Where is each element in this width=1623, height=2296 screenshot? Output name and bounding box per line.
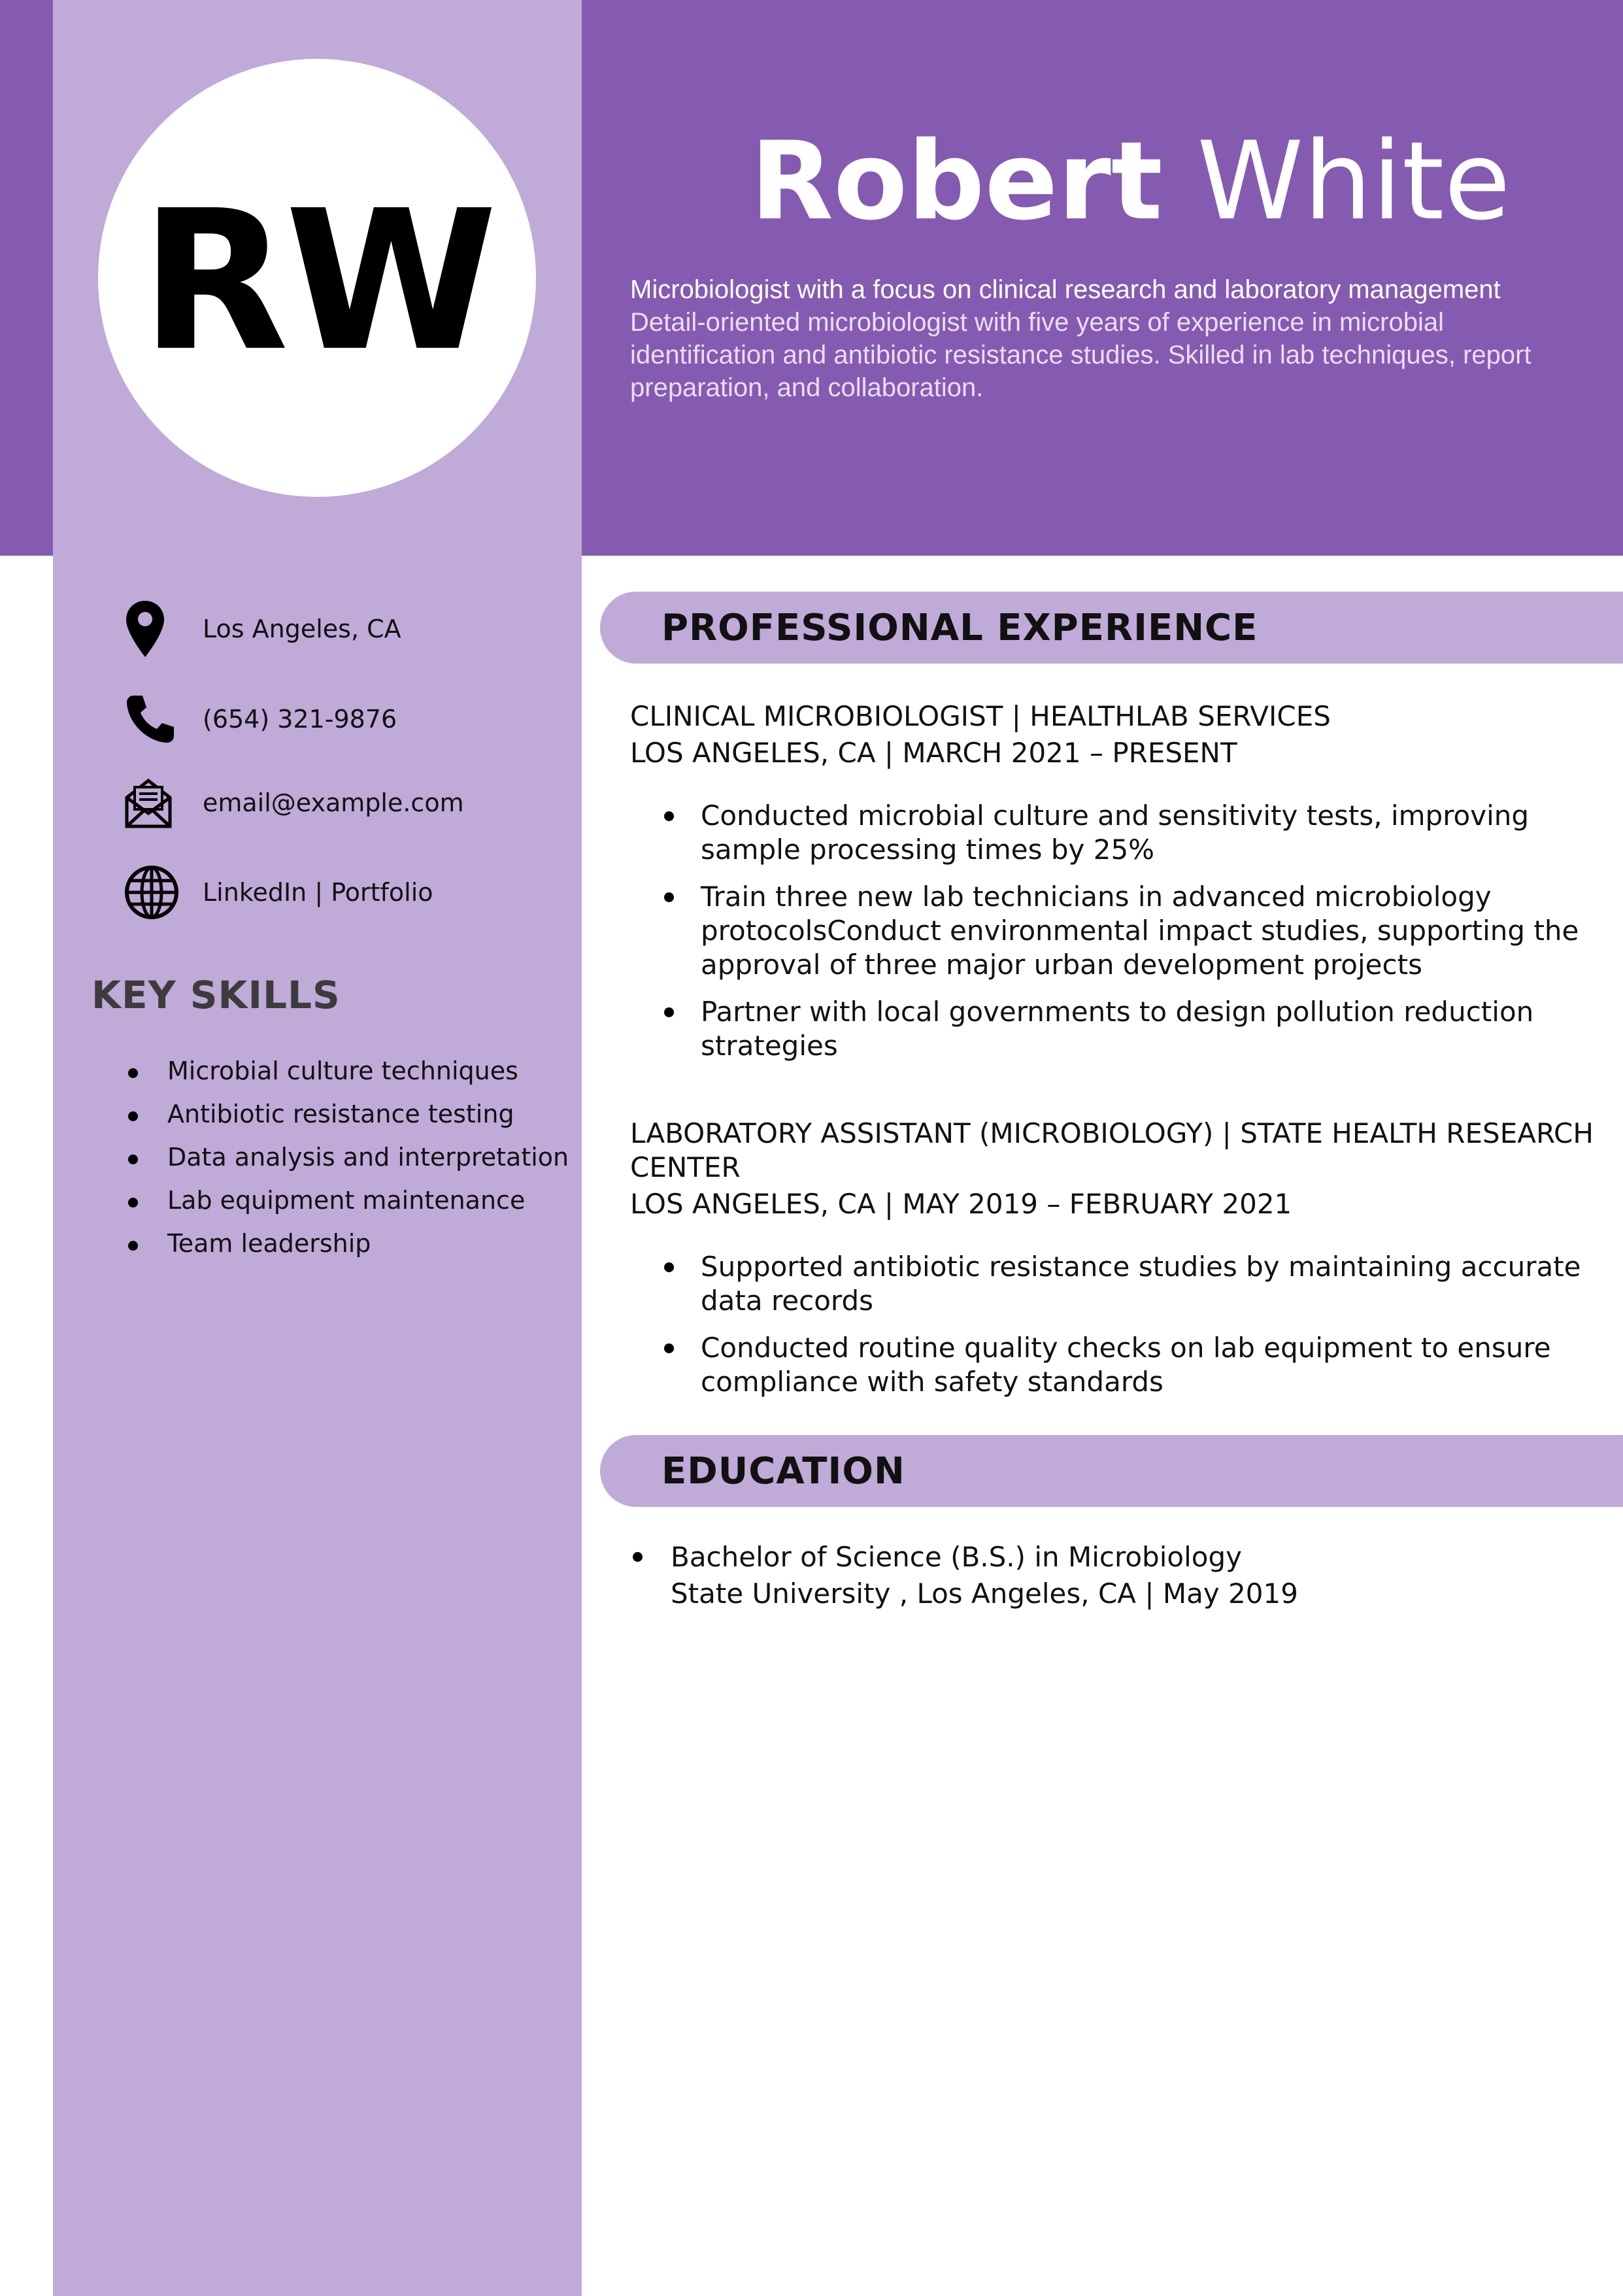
first-name: Robert <box>750 118 1163 244</box>
skill-item: Team leadership <box>92 1222 562 1265</box>
job-bullet: Train three new lab technicians in advanced microbiology protocolsConduct environmental impact studies, supporting the approval of three major urban development projects <box>661 880 1603 982</box>
summary: Detail-oriented microbiologist with five years of experience in microbial identification and antibiotic resistance studies. Skilled in lab techniques, report preparation, and collaboration. <box>630 308 1531 402</box>
location-text: Los Angeles, CA <box>203 615 401 643</box>
candidate-name <box>750 118 1511 244</box>
phone-text: (654) 321-9876 <box>203 705 397 734</box>
phone-icon <box>124 690 183 749</box>
location-pin-icon <box>124 599 183 658</box>
job-title: LABORATORY ASSISTANT (MICROBIOLOGY) | STATE HEALTH RESEARCH CENTER <box>630 1117 1594 1183</box>
experience-heading: PROFESSIONAL EXPERIENCE <box>661 607 1258 649</box>
job-meta: LOS ANGELES, CA | MARCH 2021 – PRESENT <box>630 737 1237 769</box>
education-item <box>630 1539 1598 1612</box>
last-name: White <box>1197 118 1511 244</box>
skill-item: Antibiotic resistance testing <box>92 1092 562 1136</box>
contact-phone <box>124 690 569 749</box>
school: State University , Los Angeles, CA | May 2019 <box>671 1578 1298 1610</box>
skill-item: Data analysis and interpretation <box>92 1136 562 1179</box>
monogram-text: RW <box>140 168 494 394</box>
job-bullet: Conducted microbial culture and sensitivity tests, improving sample processing times by 25% <box>661 799 1603 867</box>
job-bullets <box>661 799 1603 1076</box>
contact-location <box>124 599 569 658</box>
headline: Microbiologist with a focus on clinical research and laboratory management <box>630 275 1501 304</box>
job-bullet: Conducted routine quality checks on lab equipment to ensure compliance with safety standards <box>661 1331 1603 1399</box>
job-bullet: Partner with local governments to design pollution reduction strategies <box>661 995 1603 1063</box>
job-bullets <box>661 1250 1603 1412</box>
education-list <box>630 1539 1598 1612</box>
envelope-icon <box>124 773 183 832</box>
links-text: LinkedIn | Portfolio <box>203 878 433 907</box>
education-heading: EDUCATION <box>661 1450 905 1493</box>
job-bullet: Supported antibiotic resistance studies by maintaining accurate data records <box>661 1250 1603 1318</box>
contact-email <box>124 773 569 832</box>
globe-icon <box>124 863 183 922</box>
job-meta: LOS ANGELES, CA | MAY 2019 – FEBRUARY 2021 <box>630 1188 1292 1220</box>
skills-list <box>92 1049 569 1265</box>
skill-item: Lab equipment maintenance <box>92 1179 562 1222</box>
skills-heading: KEY SKILLS <box>92 973 341 1017</box>
monogram-badge <box>98 59 536 497</box>
contact-links <box>124 863 569 922</box>
email-text: email@example.com <box>203 788 464 817</box>
job-title: CLINICAL MICROBIOLOGIST | HEALTHLAB SERVICES <box>630 700 1331 732</box>
degree: Bachelor of Science (B.S.) in Microbiology <box>671 1541 1242 1573</box>
skill-item: Microbial culture techniques <box>92 1049 562 1092</box>
